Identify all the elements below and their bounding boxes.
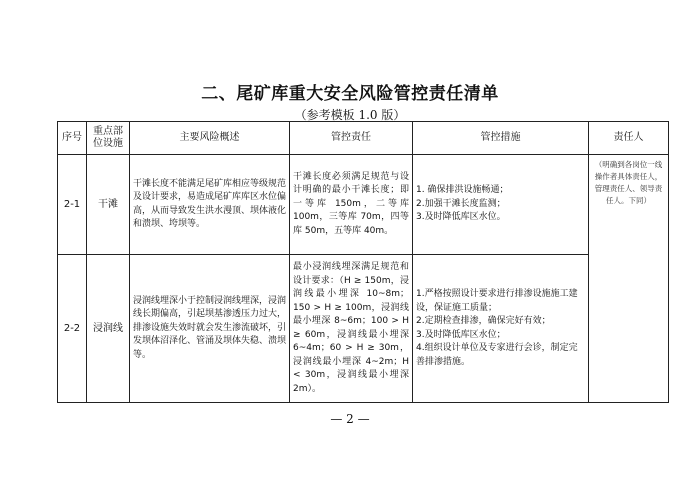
measure-item: 1. 确保排洪设施畅通；: [416, 185, 509, 196]
measure-item: 3.及时降低库区水位；: [416, 329, 506, 340]
measure-item: 3.及时降低库区水位。: [416, 212, 506, 223]
measure-item: 2.定期检查排渗，确保完好有效；: [416, 316, 551, 326]
header-responsibility: 管控责任: [290, 122, 413, 155]
row-risk: 浸润线埋深小于控制浸润线埋深，浸润线长期偏高，引起坝基渗透压力过大，排渗设施失效时就会发生渗流破坏，引发坝体沼泽化、管涌及坝体失稳、溃坝等。: [130, 255, 290, 403]
header-risk: 主要风险概述: [130, 122, 290, 155]
table-row: [58, 255, 669, 403]
measure-item: 1.严格按照设计要求进行排渗设施施工建设，保证施工质量；: [416, 289, 578, 313]
row-facility: 浸润线: [87, 255, 130, 403]
measure-item: 4.组织设计单位及专家进行会诊，制定完善排渗措施。: [416, 343, 578, 367]
header-measures: 管控措施: [413, 122, 589, 155]
row-risk: 干滩长度不能满足尾矿库相应等级规范及设计要求，易造成尾矿库库区水位偏高，从而导致发生洪水漫顶、坝体液化和溃坝、垮坝等。: [130, 155, 290, 255]
measure-item: 2.加强干滩长度监测；: [416, 198, 506, 209]
row-seq: 2-1: [58, 155, 87, 255]
row-seq: 2-2: [58, 255, 87, 403]
row-owner-note: （明确到各岗位一线操作者具体责任人，管理责任人、领导责任人。下同）: [589, 155, 669, 403]
row-responsibility: 干滩长度必须满足规范与设计明确的最小干滩长度；即一等库 150m，二等库 100m，三等库 70m，四等库 50m，五等库 40m。: [290, 155, 413, 255]
table-header-row: [58, 122, 669, 155]
header-seq: 序号: [58, 122, 87, 155]
row-measures: [413, 155, 589, 255]
page-subtitle: （参考模板 1.0 版）: [294, 108, 406, 122]
row-measures: [413, 255, 589, 403]
table-row: [58, 155, 669, 255]
header-owner: 责任人: [589, 122, 669, 155]
page-number: — 2 —: [330, 412, 370, 426]
row-responsibility: 最小浸润线埋深满足规范和设计要求：（H ≥ 150m，浸润线最小埋深 10~8m；150 > H ≥ 100m，浸润线最小埋深 8~6m；100 > H ≥ 60m，浸润线最小埋深 6~4m；60 > H ≥ 30m，浸润线最小埋深 4~2m；H < 30m，浸润线最小埋深 2m）。: [290, 255, 413, 403]
risk-table: [57, 121, 669, 403]
page-title: 二、尾矿库重大安全风险管控责任清单: [201, 84, 499, 104]
row-facility: 干滩: [87, 155, 130, 255]
header-facility: 重点部位设施: [87, 122, 130, 155]
